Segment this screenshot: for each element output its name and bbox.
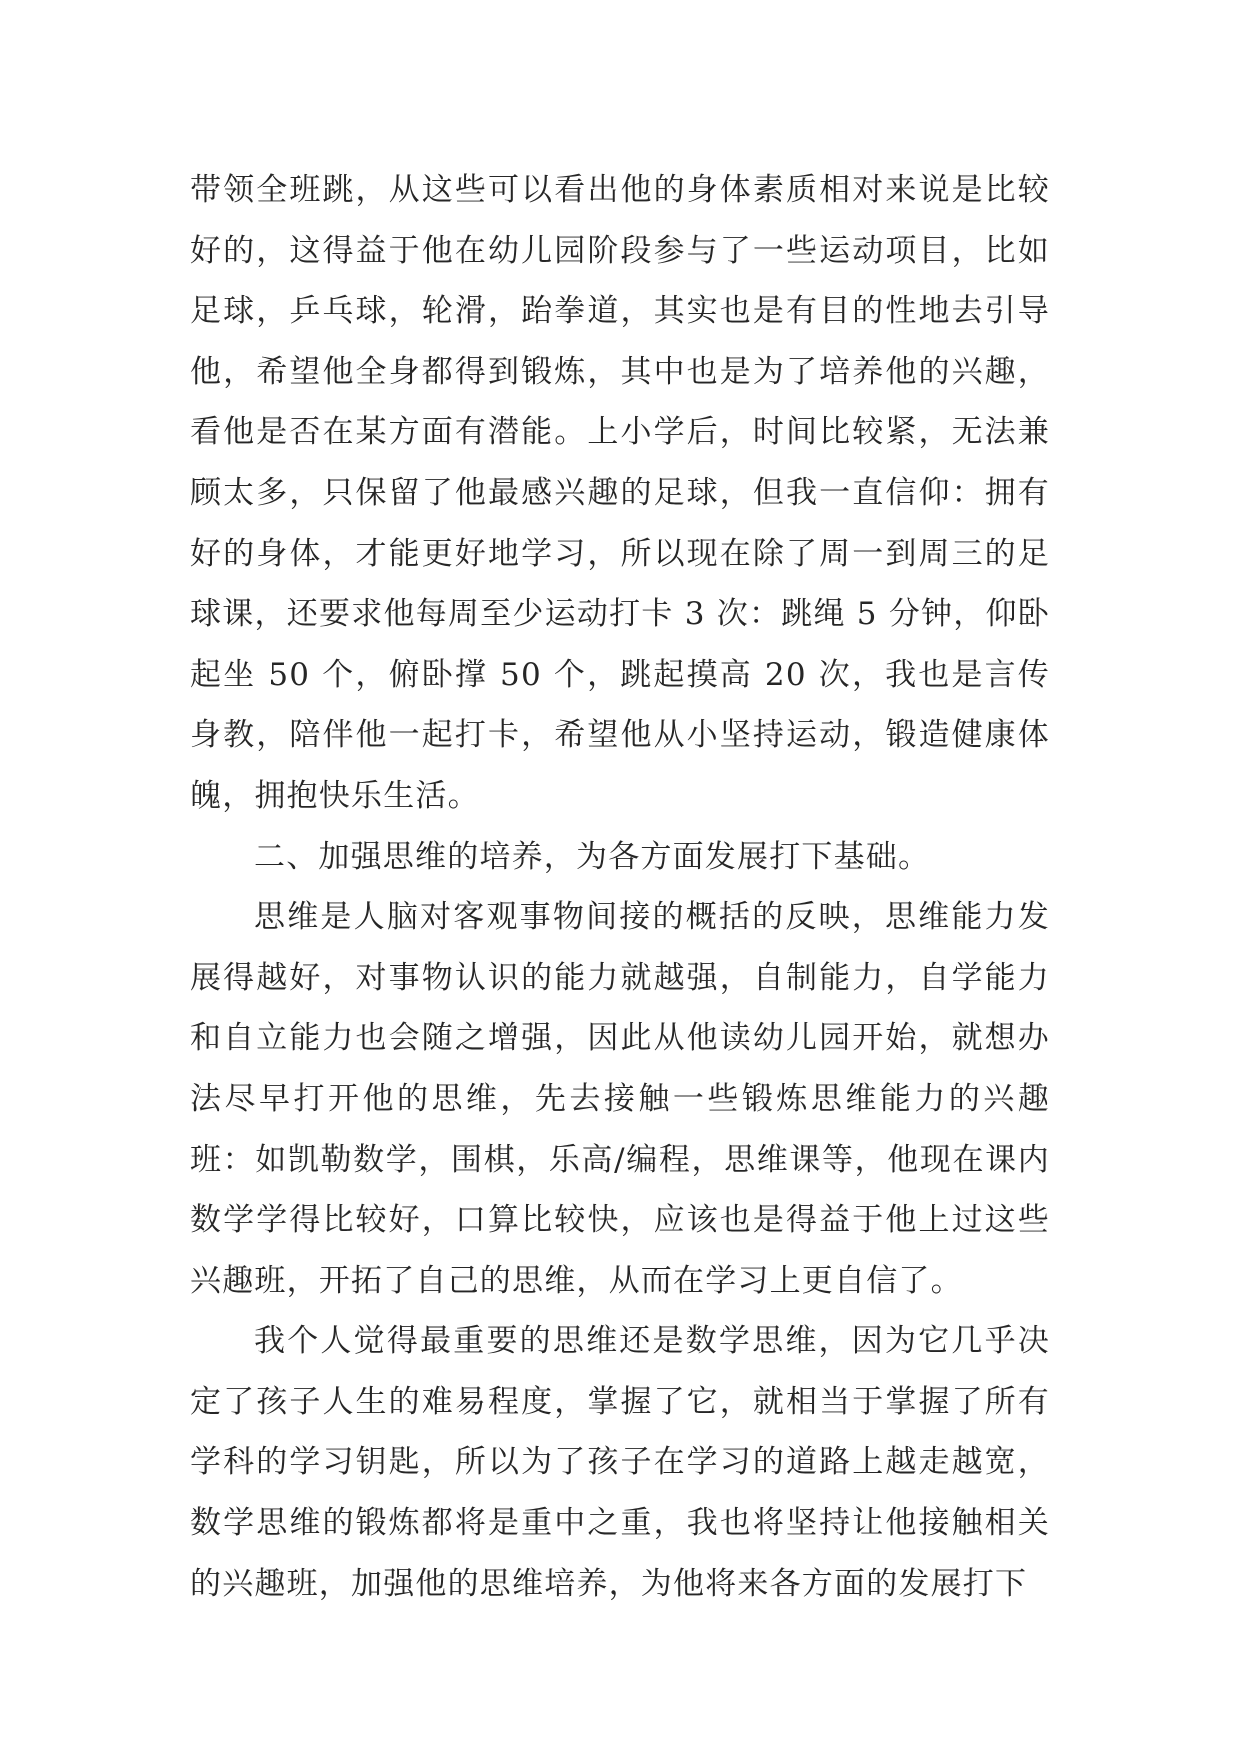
section-heading-thinking: 二、加强思维的培养，为各方面发展打下基础。: [254, 838, 931, 875]
paragraph-math-thinking: 我个人觉得最重要的思维还是数学思维，因为它几乎决定了孩子人生的难易程度，掌握了它，就相当于掌握了所有学科的学习钥匙，所以为了孩子在学习的道路上越走越宽，数学思维的锻炼都将是重中之重，我也将坚持让他接触相关的兴趣班，加强他的思维培养，为他将来各方面的发展打下: [190, 1323, 1050, 1602]
document-body: [190, 160, 1050, 1614]
paragraph-thinking: 思维是人脑对客观事物间接的概括的反映，思维能力发展得越好，对事物认识的能力就越强，自制能力，自学能力和自立能力也会随之增强，因此从他读幼儿园开始，就想办法尽早打开他的思维，先去接触一些锻炼思维能力的兴趣班：如凯勒数学，围棋，乐高/编程，思维课等，他现在课内数学学得比较好，口算比较快，应该也是得益于他上过这些兴趣班，开拓了自己的思维，从而在学习上更自信了。: [190, 899, 1050, 1299]
paragraph-sports: 带领全班跳，从这些可以看出他的身体素质相对来说是比较好的，这得益于他在幼儿园阶段参与了一些运动项目，比如足球，乒乓球，轮滑，跆拳道，其实也是有目的性地去引导他，希望他全身都得到锻炼，其中也是为了培养他的兴趣，看他是否在某方面有潜能。上小学后，时间比较紧，无法兼顾太多，只保留了他最感兴趣的足球，但我一直信仰：拥有好的身体，才能更好地学习，所以现在除了周一到周三的足球课，还要求他每周至少运动打卡 3 次：跳绳 5 分钟，仰卧起坐 50 个，俯卧撑 50 个，跳起摸高 20 次，我也是言传身教，陪伴他一起打卡，希望他从小坚持运动，锻造健康体魄，拥抱快乐生活。: [190, 172, 1050, 814]
